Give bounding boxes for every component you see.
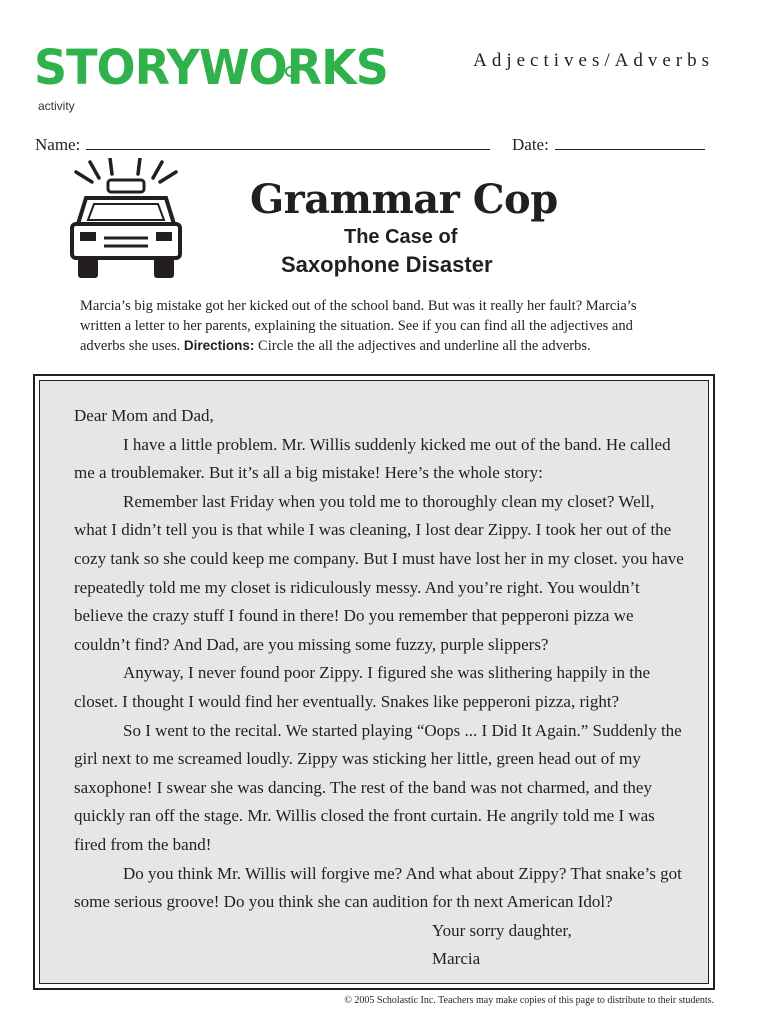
letter-paragraph: I have a little problem. Mr. Willis suddenly kicked me out of the band. He called me a troublemaker. But it’s all a big mistake! Here’s the whole story:	[74, 434, 671, 483]
subtitle-line-1: The Case of	[344, 226, 458, 248]
letter-frame	[33, 374, 715, 990]
page-title: Grammar Cop	[250, 176, 558, 223]
directions-label: Directions:	[183, 338, 255, 353]
letter-closing: Your sorry daughter,	[432, 920, 572, 940]
copyright-notice: © 2005 Scholastic Inc. Teachers may make copies of this page to distribute to their students.	[344, 995, 714, 1006]
letter-paragraph: Do you think Mr. Willis will forgive me? And what about Zippy? That snake’s got some serious groove! Do you think she can audition for th next American Idol?	[74, 863, 682, 912]
date-blank[interactable]	[555, 135, 705, 150]
subtitle-line-2: Saxophone Disaster	[281, 252, 493, 277]
letter-paragraph: Anyway, I never found poor Zippy. I figured she was slithering happily in the closet. I thought I would find her eventually. Snakes like pepperoni pizza, right?	[74, 663, 651, 711]
name-blank[interactable]	[86, 135, 490, 150]
letter-greeting: Dear Mom and Dad,	[74, 406, 214, 425]
letter-signature: Marcia	[432, 949, 481, 969]
intro-paragraph	[80, 296, 680, 356]
date-field[interactable]	[512, 135, 705, 155]
intro-text: Marcia’s big mistake got her kicked out of the school band. But was it really her fault? Marcia’s written a letter to her parents, explaining the situation. See if you can find all the adjectives and adverbs she uses.	[80, 298, 637, 354]
registered-mark-icon	[285, 66, 296, 77]
activity-label: activity	[38, 99, 75, 113]
letter-paragraph: So I went to the recital. We started playing “Oops ... I Did It Again.” Suddenly the girl next to me screamed loudly. Zippy was sticking her little, green head out of my saxophone! I swear she was dancing. The rest of the band was not charmed, and they quickly ran off the stage. Mr. Willis closed the front curtain. He angrily told me I was fired from the band!	[74, 720, 682, 854]
siren-rays-icon	[76, 158, 176, 182]
topic-heading: Adjectives/Adverbs	[473, 50, 714, 71]
directions-text: Circle the all the adjectives and underline all the adverbs.	[254, 338, 591, 354]
letter-body	[74, 402, 684, 974]
name-field[interactable]	[35, 135, 490, 155]
letter-paragraph: Remember last Friday when you told me to thoroughly clean my closet? Well, what I didn’t tell you is that while I was cleaning, I lost dear Zippy. I took her out of the cozy tank so she could keep me company. But I must have lost her in my closet. you have repeatedly told me my closet is ridiculously messy. And you’re right. You wouldn’t believe the crazy stuff I found in there! Do you remember that pepperoni pizza we couldn’t find? And Dad, are you missing some fuzzy, purple slippers?	[74, 491, 684, 654]
police-car-icon	[66, 158, 186, 282]
letter-panel	[39, 380, 709, 984]
storyworks-logo: STORYWORKS	[34, 38, 388, 96]
date-label: Date:	[512, 135, 549, 154]
name-label: Name:	[35, 135, 81, 154]
